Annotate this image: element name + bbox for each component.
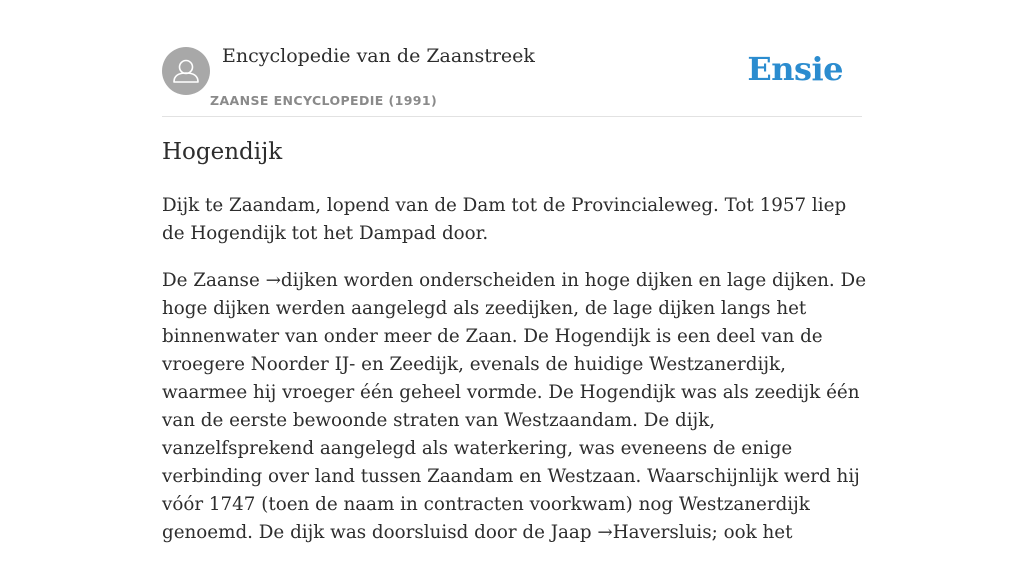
arrow-icon: →	[597, 522, 613, 543]
source-header	[162, 0, 862, 117]
paragraph-intro: Dijk te Zaandam, lopend van de Dam tot de Provincialeweg. Tot 1957 liep de Hogendijk tot het Dampad door.	[162, 195, 847, 244]
link-dijken[interactable]: dijken	[280, 270, 338, 291]
user-icon-glyph	[162, 47, 210, 95]
source-title[interactable]: Encyclopedie van de Zaanstreek	[222, 45, 535, 67]
ensie-logo[interactable]: Ensie	[747, 50, 843, 88]
article-title: Hogendijk	[162, 139, 283, 165]
paragraph-main	[162, 267, 867, 547]
link-haversluis[interactable]: Haversluis	[612, 522, 712, 543]
article-body	[162, 192, 867, 566]
paragraph-text: ; ook het	[711, 522, 793, 543]
paragraph-text: worden onderscheiden in hoge dijken en lage dijken. De hoge dijken werden aangelegd als zeedijken, de lage dijken langs het binnenwater van onder meer de Zaan. De Hogendijk is een deel van de vroegere Noorder IJ- en Zeedijk, evenals de huidige Westzanerdijk, waarmee hij vroeger één geheel vormde. De Hogendijk was als zeedijk één van de eerste bewoonde straten van Westzaandam. De dijk, vanzelfsprekend aangelegd als waterkering, was eveneens de enige verbinding over land tussen Zaandam en Westzaan. Waarschijnlijk werd hij vóór 1747 (toen de naam in contracten voorkwam) nog Westzanerdijk genoemd. De dijk was doorsluisd door de Jaap	[162, 270, 867, 543]
source-subtitle[interactable]: ZAANSE ENCYCLOPEDIE (1991)	[210, 93, 438, 108]
paragraph-text: De Zaanse	[162, 270, 266, 291]
user-icon[interactable]	[162, 47, 210, 95]
arrow-icon: →	[265, 270, 281, 291]
